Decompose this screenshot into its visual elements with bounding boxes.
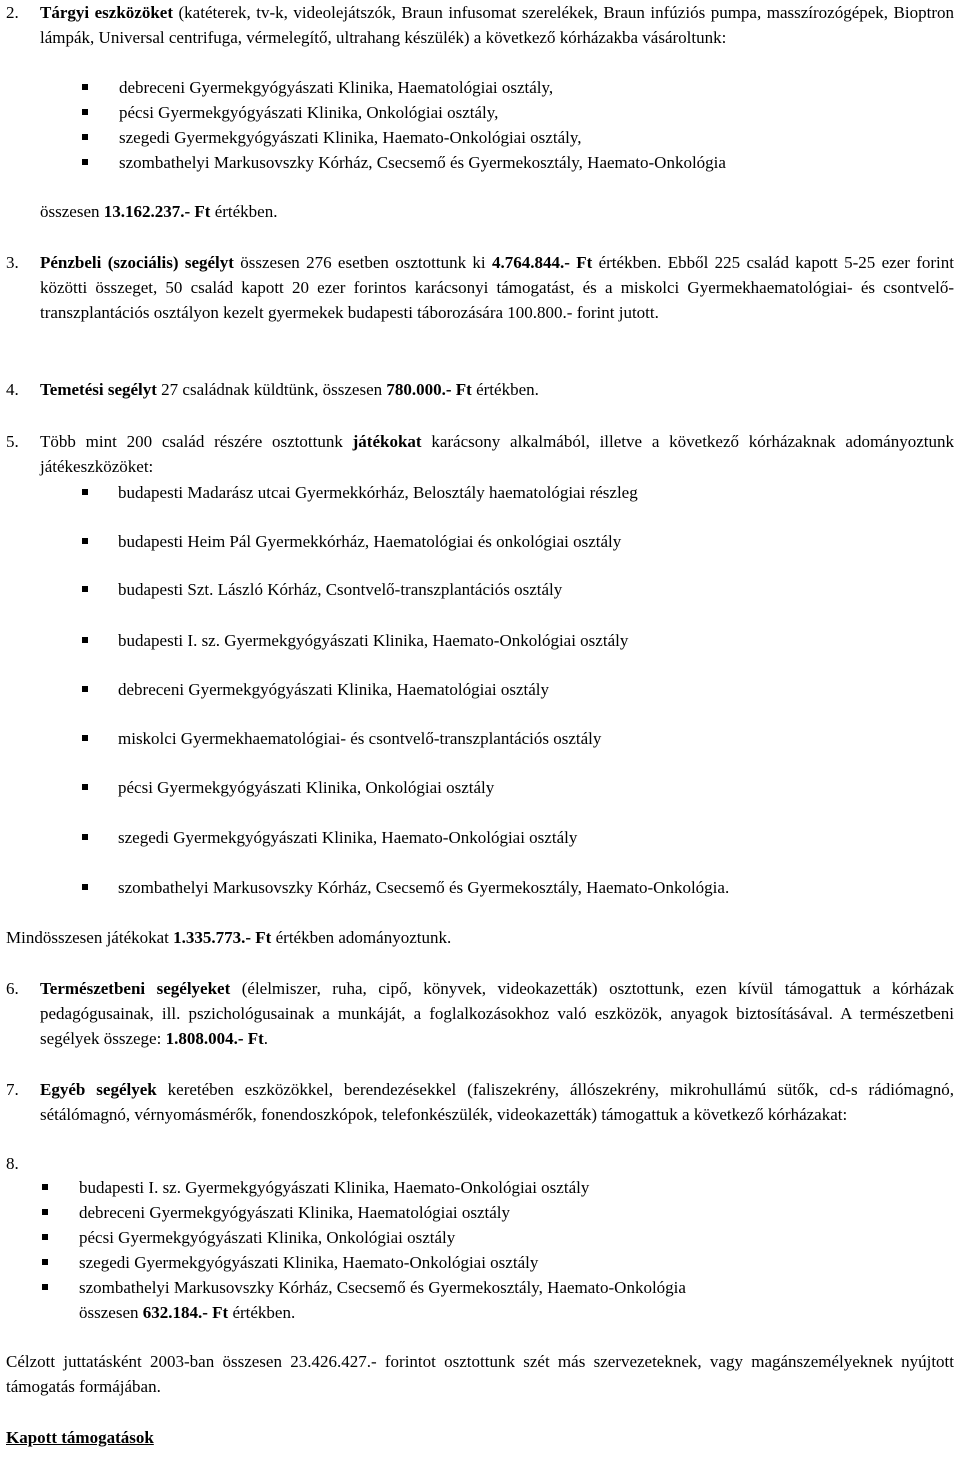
section-5-total: Mindösszesen játékokat 1.335.773.- Ft értékben adományoztunk. [6, 928, 452, 947]
bullet-icon [82, 134, 88, 140]
section-6-text: Természetbeni segélyeket (élelmiszer, ruha, cipő, könyvek, videokazetták) osztottunk, ezen kívül támogattuk a kórházak pedagógusainak, ill. pszichológusainak a munkáját, a foglalkozásokhoz való eszközök, anyagok biztosításával. A természetbeni segélyek összege: 1.808.004.- Ft. [40, 979, 954, 1048]
list-item: budapesti Madarász utcai Gyermekkórház, Belosztály haematológiai részleg [118, 483, 638, 502]
bullet-icon [82, 586, 88, 592]
list-item: miskolci Gyermekhaematológiai- és csontvelő-transzplantációs osztály [118, 729, 602, 748]
list-item: debreceni Gyermekgyógyászati Klinika, Haematológiai osztály [118, 680, 549, 699]
section-3-text: Pénzbeli (szociális) segélyt összesen 276 esetben osztottunk ki 4.764.844.- Ft értékben. Ebből 225 család kapott 5-25 ezer forint közötti összeget, 50 család kapott 20 ezer forintos karácsonyi támogatást, és a miskolci Gyermekhaematológiai- és csontvelő-transzplantációs osztályon kezelt gyermekek budapesti táborozására 100.800.- forint jutott. [40, 253, 954, 322]
section-number: 8. [6, 1154, 19, 1173]
list-item: szombathelyi Markusovszky Kórház, Csecsemő és Gyermekosztály, Haemato-Onkológia. [118, 878, 730, 897]
bullet-icon [42, 1284, 48, 1290]
section-4-text: Temetési segélyt 27 családnak küldtünk, összesen 780.000.- Ft értékben. [40, 380, 539, 399]
bullet-icon [42, 1234, 48, 1240]
section-5-text: Több mint 200 család részére osztottunk játékokat karácsony alkalmából, illetve a következő kórházaknak adományoztunk játékeszközöket: [40, 432, 954, 476]
list-item: budapesti I. sz. Gyermekgyógyászati Klinika, Haemato-Onkológiai osztály [79, 1178, 590, 1197]
bullet-icon [42, 1209, 48, 1215]
list-item: debreceni Gyermekgyógyászati Klinika, Haematológiai osztály, [119, 78, 554, 97]
section-number: 6. [6, 979, 19, 998]
section-number: 7. [6, 1080, 19, 1099]
section-2-text: (katéterek, tv-k, videolejátszók, Braun infusomat szerelékek, Braun infúziós pumpa, masszírozógépek, Bioptron lámpák, Universal centrifuga, vérmelegítő, ultrahang készülék) a következő kórházakba vásároltunk: [40, 3, 954, 47]
bullet-icon [42, 1259, 48, 1265]
bullet-icon [82, 834, 88, 840]
section-2-bold: Tárgyi eszközöket [40, 3, 173, 22]
bullet-icon [82, 159, 88, 165]
list-item: szegedi Gyermekgyógyászati Klinika, Haemato-Onkológiai osztály [118, 828, 578, 847]
bullet-icon [82, 84, 88, 90]
bullet-icon [82, 884, 88, 890]
bullet-icon [82, 109, 88, 115]
section-number: 3. [6, 253, 19, 272]
list-item: szombathelyi Markusovszky Kórház, Csecsemő és Gyermekosztály, Haemato-Onkológia [119, 153, 726, 172]
list-item: budapesti I. sz. Gyermekgyógyászati Klinika, Haemato-Onkológiai osztály [118, 631, 629, 650]
section-number: 4. [6, 380, 19, 399]
section-7-text: Egyéb segélyek keretében eszközökkel, berendezésekkel (faliszekrény, állószekrény, mikrohullámú sütők, cd-s rádiómagnó, sétálómagnó, vérnyomásmérők, fonendoszkópok, telefonkészülék, videokazetták) támogattuk a következő kórházakat: [40, 1080, 954, 1124]
list-item: debreceni Gyermekgyógyászati Klinika, Haematológiai osztály [79, 1203, 510, 1222]
list-item: budapesti Szt. László Kórház, Csontvelő-transzplantációs osztály [118, 580, 563, 599]
list-item: szombathelyi Markusovszky Kórház, Csecsemő és Gyermekosztály, Haemato-Onkológia [79, 1278, 686, 1297]
bullet-icon [82, 735, 88, 741]
bullet-icon [82, 538, 88, 544]
bullet-icon [42, 1184, 48, 1190]
section-number: 2. [6, 3, 19, 22]
section-number: 5. [6, 432, 19, 451]
list-item: pécsi Gyermekgyógyászati Klinika, Onkológiai osztály [118, 778, 495, 797]
section-8-total: összesen 632.184.- Ft értékben. [79, 1303, 296, 1322]
bullet-icon [82, 489, 88, 495]
bullet-icon [82, 686, 88, 692]
list-item: budapesti Heim Pál Gyermekkórház, Haematológiai és onkológiai osztály [118, 532, 622, 551]
section-2-intro [40, 0, 954, 50]
section-heading: Kapott támogatások [6, 1428, 154, 1447]
section-2-total: összesen 13.162.237.- Ft értékben. [40, 202, 278, 221]
list-item: pécsi Gyermekgyógyászati Klinika, Onkológiai osztály, [119, 103, 499, 122]
bullet-icon [82, 784, 88, 790]
list-item: szegedi Gyermekgyógyászati Klinika, Haemato-Onkológiai osztály [79, 1253, 539, 1272]
bullet-icon [82, 637, 88, 643]
summary-paragraph: Célzott juttatásként 2003-ban összesen 23.426.427.- forintot osztottunk szét más szervezeteknek, vagy magánszemélyeknek nyújtott támogatás formájában. [6, 1352, 954, 1396]
list-item: pécsi Gyermekgyógyászati Klinika, Onkológiai osztály [79, 1228, 456, 1247]
list-item: szegedi Gyermekgyógyászati Klinika, Haemato-Onkológiai osztály, [119, 128, 582, 147]
